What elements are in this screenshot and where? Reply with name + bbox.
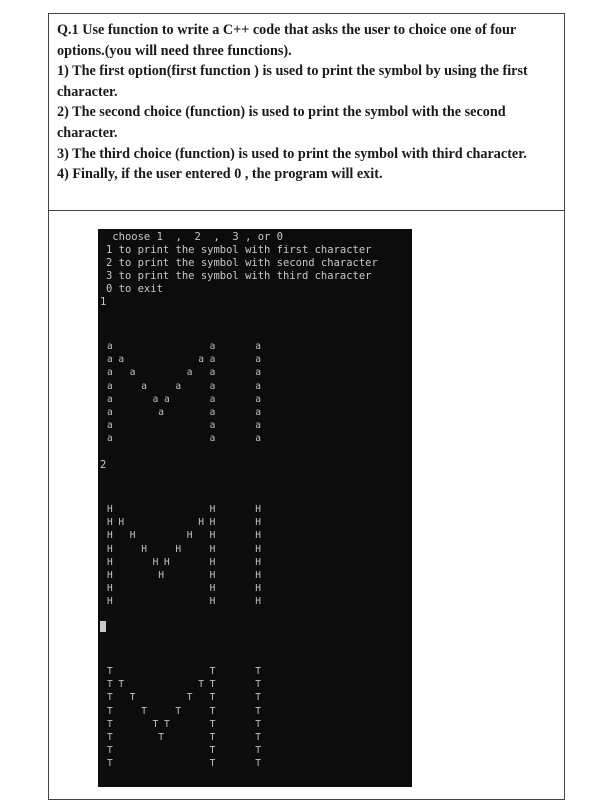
pattern-glyph: T [209, 718, 216, 730]
pattern-glyph: T [107, 732, 113, 743]
pattern-glyph: H [107, 504, 113, 515]
pattern-glyph: H [118, 517, 125, 529]
pattern-glyph: T [255, 705, 261, 717]
pattern-glyph: H [255, 530, 261, 542]
pattern-glyph: H [209, 543, 216, 555]
pattern-glyph: H [255, 517, 261, 529]
cursor [100, 621, 106, 632]
pattern-glyph: T [255, 718, 261, 730]
pattern-glyph: H [107, 583, 113, 595]
pattern-glyph: H [255, 556, 261, 568]
pattern-glyph: a [255, 354, 261, 366]
pattern-glyph: a [209, 380, 216, 392]
pattern-glyph: a [107, 393, 113, 405]
pattern-glyph: a [107, 341, 113, 352]
menu-line-1: choose 1 , 2 , 3 , or 0 [106, 231, 284, 243]
pattern-glyph: a [198, 354, 204, 366]
pattern-glyph: T [186, 692, 193, 704]
pattern-glyph: a [107, 420, 113, 432]
user-input-2: 2 [100, 459, 107, 471]
pattern-glyph: T [209, 692, 216, 704]
pattern-glyph: a [107, 354, 113, 366]
pattern-glyph: T [209, 666, 216, 677]
pattern-glyph: H [186, 530, 193, 542]
pattern-glyph: H [107, 530, 113, 542]
pattern-glyph: H [209, 583, 216, 595]
pattern-glyph: a [255, 420, 261, 432]
pattern-glyph: T [164, 718, 170, 730]
pattern-glyph: T [107, 692, 113, 704]
question-line-3: 2) The second choice (function) is used to print the symbol with the second character. [57, 104, 506, 141]
pattern-glyph: a [255, 407, 261, 418]
pattern-glyph: a [209, 354, 216, 366]
pattern-glyph: H [255, 504, 261, 515]
pattern-glyph: H [255, 583, 261, 595]
menu-line-3: 2 to print the symbol with second character [106, 257, 378, 269]
pattern-glyph: H [209, 570, 216, 581]
pattern-glyph: a [158, 407, 165, 418]
pattern-glyph: T [129, 692, 136, 704]
pattern-glyph: T [255, 732, 261, 743]
pattern-glyph: T [158, 732, 165, 743]
pattern-glyph: H [152, 556, 159, 568]
pattern-glyph: a [255, 367, 261, 379]
pattern-glyph: T [152, 718, 159, 730]
pattern-glyph: H [107, 543, 113, 555]
pattern-glyph: a [255, 433, 261, 445]
pattern-glyph: a [164, 393, 170, 405]
pattern-glyph: H [141, 543, 147, 555]
pattern-glyph: T [107, 666, 113, 677]
pattern-glyph: H [209, 517, 216, 529]
pattern-glyph: a [107, 433, 113, 445]
menu-line-4: 3 to print the symbol with third character [106, 270, 372, 282]
pattern-glyph: H [107, 517, 113, 529]
user-input-1: 1 [100, 296, 107, 308]
pattern-glyph: T [107, 745, 113, 757]
pattern-glyph: T [107, 718, 113, 730]
pattern-glyph: T [198, 679, 204, 691]
pattern-glyph: T [209, 679, 216, 691]
pattern-glyph: a [186, 367, 193, 379]
pattern-glyph: a [209, 407, 216, 418]
pattern-glyph: a [175, 380, 182, 392]
pattern-glyph: T [209, 758, 216, 770]
pattern-glyph: T [209, 745, 216, 757]
pattern-glyph: a [255, 393, 261, 405]
pattern-glyph: a [107, 407, 113, 418]
console-output-screenshot [98, 229, 412, 787]
pattern-glyph: T [255, 679, 261, 691]
pattern-glyph: H [107, 570, 113, 581]
question-line-4: 3) The third choice (function) is used to print the symbol with third character. [57, 145, 527, 162]
pattern-glyph: H [209, 504, 216, 515]
pattern-glyph: a [255, 341, 261, 352]
pattern-glyph: H [209, 530, 216, 542]
pattern-glyph: a [118, 354, 125, 366]
pattern-glyph: H [255, 596, 261, 608]
pattern-glyph: a [209, 433, 216, 445]
pattern-glyph: T [255, 745, 261, 757]
pattern-glyph: H [209, 596, 216, 608]
pattern-glyph: T [209, 705, 216, 717]
pattern-glyph: a [107, 380, 113, 392]
pattern-glyph: a [209, 393, 216, 405]
pattern-glyph: H [107, 556, 113, 568]
pattern-glyph: a [255, 380, 261, 392]
pattern-glyph: T [107, 758, 113, 770]
question-line-5: 4) Finally, if the user entered 0 , the program will exit. [57, 166, 383, 183]
question-line-2: 1) The first option(first function ) is used to print the symbol by using the first character. [57, 63, 528, 100]
pattern-glyph: H [209, 556, 216, 568]
pattern-glyph: T [255, 692, 261, 704]
pattern-glyph: T [118, 679, 125, 691]
pattern-glyph: H [175, 543, 182, 555]
pattern-glyph: a [152, 393, 159, 405]
pattern-glyph: H [255, 543, 261, 555]
pattern-glyph: a [209, 420, 216, 432]
pattern-glyph: T [107, 705, 113, 717]
pattern-glyph: H [198, 517, 204, 529]
question-line-1: Q.1 Use function to write a C++ code that asks the user to choice one of four options.(you will need three functions). [57, 22, 516, 59]
pattern-glyph: T [255, 758, 261, 770]
menu-line-2: 1 to print the symbol with first character [106, 244, 372, 256]
pattern-glyph: T [209, 732, 216, 743]
pattern-glyph: H [164, 556, 170, 568]
menu-line-5: 0 to exit [106, 283, 163, 295]
question-text [49, 14, 564, 211]
pattern-glyph: a [209, 367, 216, 379]
pattern-glyph: H [255, 570, 261, 581]
pattern-glyph: H [107, 596, 113, 608]
pattern-glyph: T [175, 705, 182, 717]
pattern-glyph: a [107, 367, 113, 379]
pattern-glyph: a [129, 367, 136, 379]
pattern-glyph: a [209, 341, 216, 352]
pattern-glyph: T [107, 679, 113, 691]
pattern-glyph: H [129, 530, 136, 542]
pattern-glyph: a [141, 380, 147, 392]
pattern-glyph: T [255, 666, 261, 677]
pattern-glyph: T [141, 705, 147, 717]
pattern-glyph: H [158, 570, 165, 581]
